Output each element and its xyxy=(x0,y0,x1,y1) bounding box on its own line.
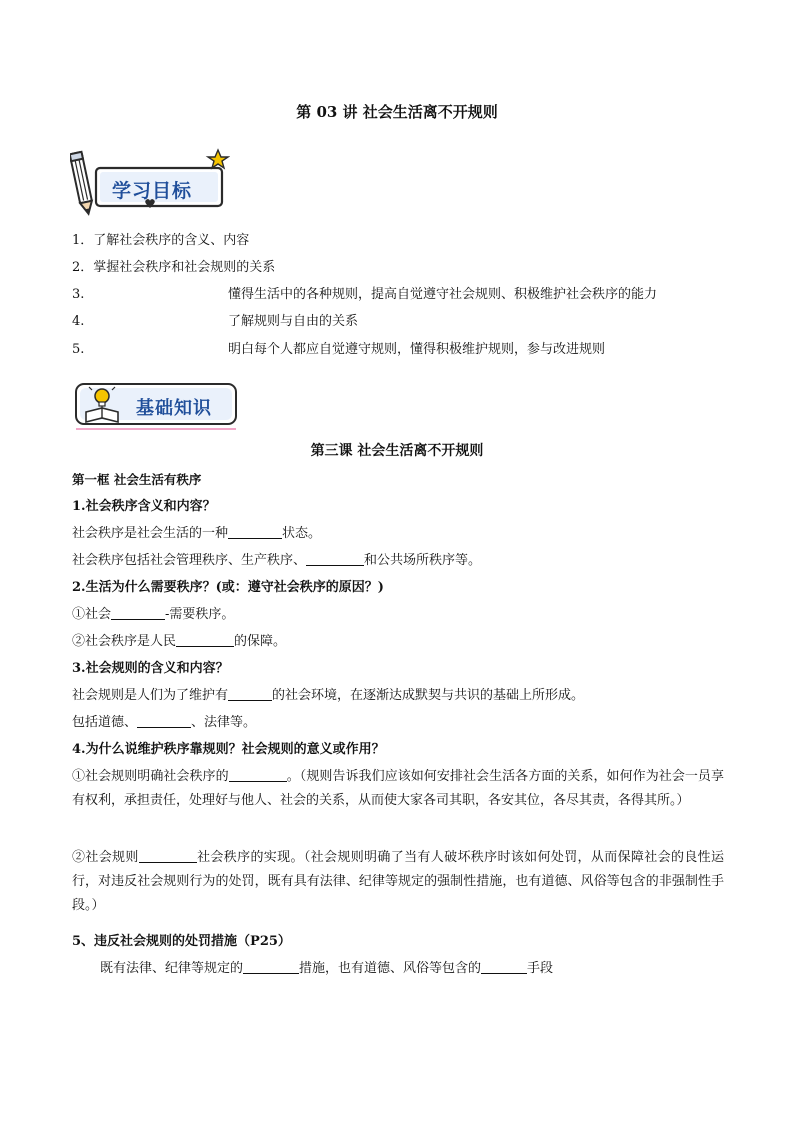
q1-title: 1.社会秩序含义和内容？ xyxy=(72,499,216,514)
lesson-title: 第三课 社会生活离不开规则 xyxy=(310,443,484,459)
q3-title: 3.社会规则的含义和内容？ xyxy=(72,661,229,676)
knowledge-badge-label: 基础知识 xyxy=(136,398,212,419)
objective-item-1: 1．了解社会秩序的含义、内容 xyxy=(72,233,250,248)
q5-line-1: 既有法律、纪律等规定的 措施，也有道德、风俗等包含的 手段 xyxy=(100,961,554,976)
q1-line-2: 社会秩序包括社会管理秩序、生产秩序、 和公共场所秩序等。 xyxy=(72,553,482,568)
document-title: 第 03 讲 社会生活离不开规则 xyxy=(296,103,498,121)
fill-blank xyxy=(176,632,234,647)
q2-title: 2.生活为什么需要秩序？(或：遵守社会秩序的原因？) xyxy=(72,580,384,595)
objective-item-5: 5. 明白每个人都应自觉遵守规则，懂得积极维护规则，参与改进规则 xyxy=(72,342,606,357)
objectives-badge xyxy=(70,148,230,218)
q4-paragraph-1: ①社会规则明确社会秩序的 。（规则告诉我们应该如何安排社会生活各方面的关系，如何作为社会一员享有权利，承担责任，处理好与他人、社会的关系，从而使大家各司其职，各安其位，各尽其责，各得其所。） xyxy=(72,769,724,808)
q2-line-1: ①社会 -需要秩序。 xyxy=(72,607,235,622)
q2-line-2: ②社会秩序是人民 的保障。 xyxy=(72,634,287,649)
q3-line-2: 包括道德、 、法律等。 xyxy=(72,715,257,730)
fill-blank xyxy=(481,959,527,974)
q5-title: 5、违反社会规则的处罚措施（P25） xyxy=(72,934,291,949)
fill-blank xyxy=(229,767,287,782)
fill-blank xyxy=(139,848,197,863)
objective-item-3: 3. 懂得生活中的各种规则，提高自觉遵守社会规则、积极维护社会秩序的能力 xyxy=(72,287,658,302)
star-icon xyxy=(208,150,228,168)
fill-blank xyxy=(243,959,299,974)
knowledge-badge xyxy=(72,378,242,434)
fill-blank xyxy=(111,605,165,620)
section-title: 第一框 社会生活有秩序 xyxy=(72,472,202,487)
fill-blank xyxy=(228,524,282,539)
q3-line-1: 社会规则是人们为了维护有 的社会环境，在逐渐达成默契与共识的基础上所形成。 xyxy=(72,688,585,703)
q4-title: 4.为什么说维护秩序靠规则？社会规则的意义或作用？ xyxy=(72,742,385,757)
fill-blank xyxy=(306,551,364,566)
q4-paragraph-2: ②社会规则 社会秩序的实现。（社会规则明确了当有人破坏秩序时该如何处罚，从而保障社会的良性运行，对违反社会规则行为的处罚，既有具有法律、纪律等规定的强制性措施，也有道德、风俗等包含的非强制性手段。） xyxy=(72,850,724,913)
fill-blank xyxy=(137,713,191,728)
objective-item-2: 2．掌握社会秩序和社会规则的关系 xyxy=(72,260,276,275)
q1-line-1: 社会秩序是社会生活的一种 状态。 xyxy=(72,526,322,541)
fill-blank xyxy=(228,686,272,701)
objectives-badge-label: 学习目标 xyxy=(112,180,193,202)
objective-item-4: 4. 了解规则与自由的关系 xyxy=(72,314,359,329)
